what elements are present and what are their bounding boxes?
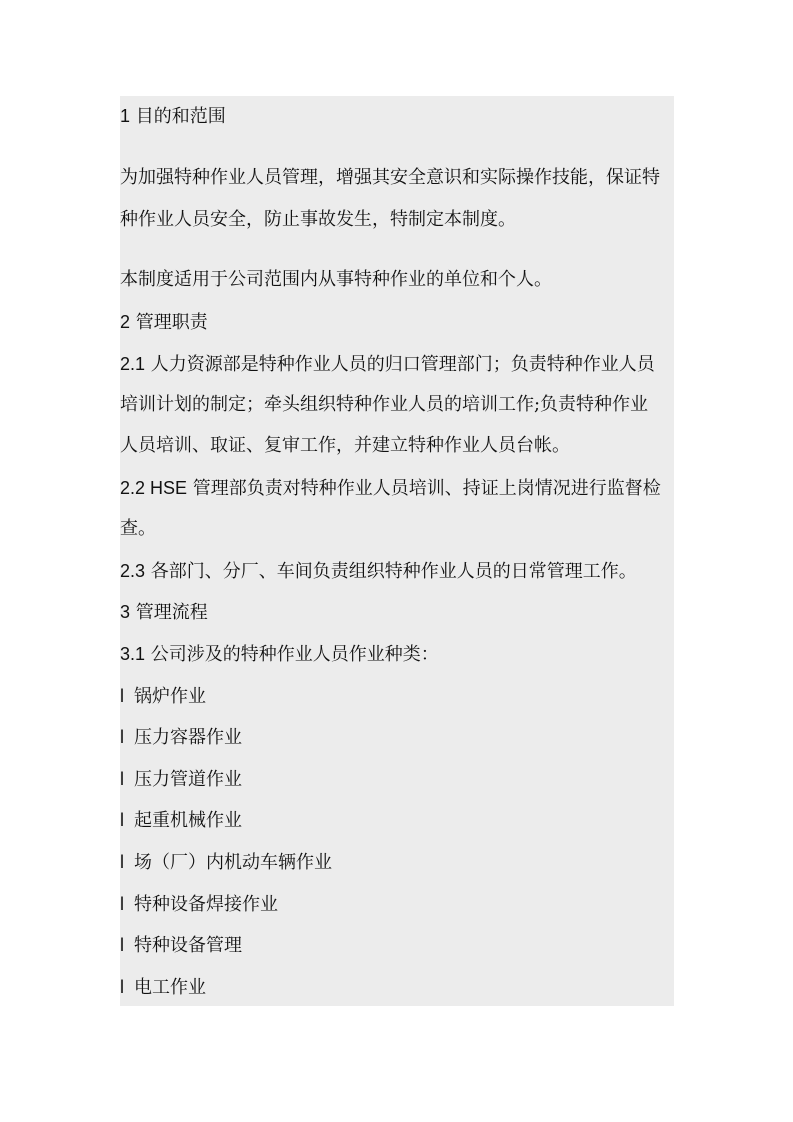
section-3-heading	[120, 600, 680, 624]
list-item-text: 锅炉作业	[134, 686, 206, 707]
bullet-marker: l	[120, 935, 124, 955]
clause-text: 公司涉及的特种作业人员作业种类：	[150, 644, 439, 665]
clause-2-1-line-2: 培训计划的制定；牵头组织特种作业人员的培训工作;负责特种作业	[120, 394, 649, 415]
purpose-paragraph-line-2: 种作业人员安全，防止事故发生，特制定本制度。	[120, 209, 516, 230]
list-item	[120, 767, 680, 791]
list-item-text: 压力容器作业	[134, 727, 242, 748]
bullet-marker: l	[120, 977, 124, 997]
clause-2-2-line-2: 查。	[120, 518, 156, 539]
list-item	[120, 808, 680, 832]
section-number: 3	[120, 602, 131, 622]
section-title: 管理流程	[135, 602, 208, 623]
section-number: 2	[120, 312, 131, 332]
clause-2-1-line-1	[120, 352, 680, 376]
clause-number: 2.2 HSE	[120, 478, 188, 498]
clause-2-2-line-1	[120, 476, 680, 500]
section-2-heading	[120, 310, 680, 334]
list-item	[120, 933, 680, 957]
clause-number: 2.3	[120, 561, 146, 581]
clause-text: 各部门、分厂、车间负责组织特种作业人员的日常管理工作。	[150, 561, 637, 582]
section-title: 管理职责	[135, 312, 208, 333]
bullet-marker: l	[120, 894, 124, 914]
section-number: 1	[120, 106, 131, 126]
bullet-marker: l	[120, 686, 124, 706]
list-item-text: 特种设备管理	[134, 935, 242, 956]
bullet-marker: l	[120, 727, 124, 747]
clause-number: 3.1	[120, 644, 146, 664]
list-item	[120, 892, 680, 916]
bullet-marker: l	[120, 810, 124, 830]
list-item-text: 起重机械作业	[134, 810, 242, 831]
list-item	[120, 850, 680, 874]
clause-text: 人力资源部是特种作业人员的归口管理部门；负责特种作业人员	[150, 354, 655, 375]
bullet-marker: l	[120, 769, 124, 789]
section-1-heading	[120, 104, 680, 128]
purpose-paragraph-line-1: 为加强特种作业人员管理，增强其安全意识和实际操作技能，保证特	[120, 167, 660, 188]
list-item-text: 特种设备焊接作业	[134, 894, 278, 915]
scope-paragraph: 本制度适用于公司范围内从事特种作业的单位和个人。	[120, 269, 552, 290]
clause-3-1	[120, 642, 680, 666]
clause-2-3-line-1	[120, 559, 680, 583]
bullet-marker: l	[120, 852, 124, 872]
list-item	[120, 684, 680, 708]
document-body	[120, 96, 674, 1006]
list-item-text: 压力管道作业	[134, 769, 242, 790]
list-item-text: 场（厂）内机动车辆作业	[134, 852, 332, 873]
clause-text: 管理部负责对特种作业人员培训、持证上岗情况进行监督检	[192, 478, 661, 499]
list-item	[120, 725, 680, 749]
clause-2-1-line-3: 人员培训、取证、复审工作，并建立特种作业人员台帐。	[120, 435, 570, 456]
list-item-text: 电工作业	[134, 977, 206, 998]
section-title: 目的和范围	[135, 106, 226, 127]
clause-number: 2.1	[120, 354, 146, 374]
list-item	[120, 975, 680, 999]
